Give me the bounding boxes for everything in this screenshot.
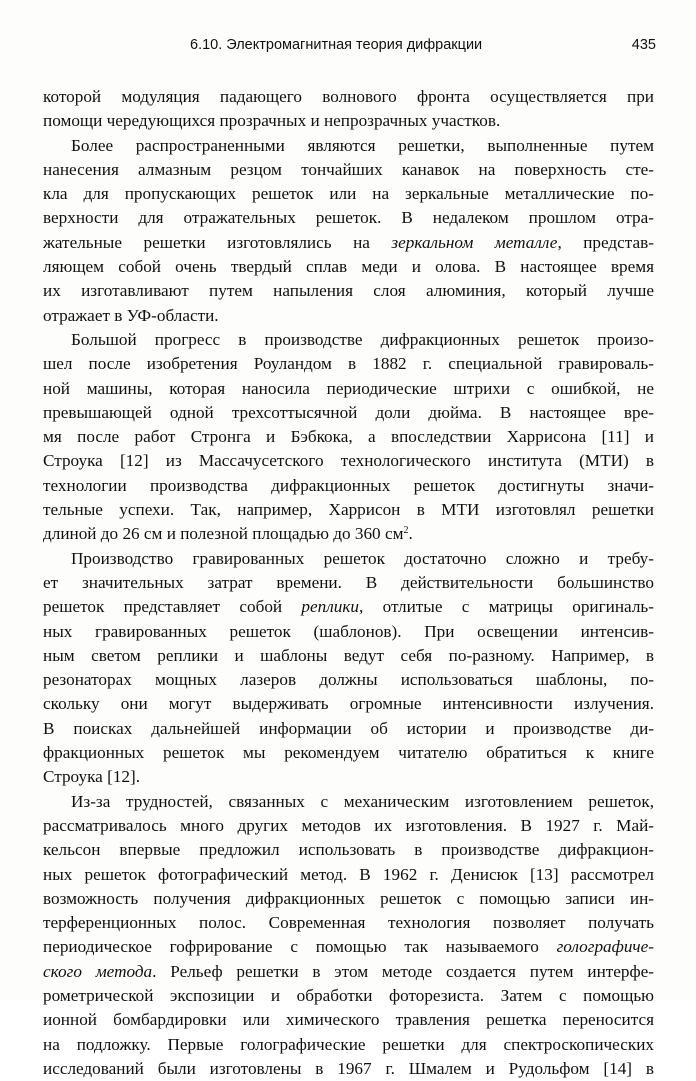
page-number: 435 (631, 37, 656, 53)
text-segment: , отлитые с матрицы оригиналь- (358, 597, 654, 617)
italic-term: ского метода (43, 961, 153, 981)
text-segment: Большой прогресс в производстве дифракционных решеток произо- (71, 329, 654, 349)
text-line (43, 85, 654, 109)
text-segment: терференционных полос. Современная технология позволяет получать (43, 913, 654, 933)
text-segment: технологии производства дифракционных решеток достигнуты значи- (43, 475, 654, 495)
text-segment: фракционных решеток мы рекомендуем читателю обратиться к книге (43, 743, 654, 763)
text-line (43, 692, 654, 716)
text-segment: верхности для отражательных решеток. В недалеком прошлом отра- (43, 208, 654, 228)
text-segment: их изготавливают путем напыления слоя алюминия, который лучше (43, 281, 654, 301)
text-line (43, 377, 654, 401)
text-segment: мя после работ Стронга и Бэбкока, а впоследствии Харрисона [11] и (43, 427, 654, 447)
text-line (43, 935, 654, 959)
paragraph-first-line (43, 328, 654, 352)
section-title: 6.10. Электромагнитная теория дифракции (190, 37, 483, 53)
text-line (43, 498, 654, 522)
italic-term: зеркальном металле (391, 232, 558, 252)
text-segment: рометрической экспозиции и обработки фоторезиста. Затем с помощью (43, 985, 654, 1005)
text-line (43, 182, 654, 206)
text-segment: , представ- (557, 232, 654, 252)
italic-term: реплики (301, 597, 359, 617)
paragraph-first-line (43, 790, 654, 814)
text-segment: жательные решетки изготовлялись на (43, 232, 392, 252)
text-line (43, 1033, 654, 1057)
text-segment: Строука [12] из Массачусетского технологического института (МТИ) в (43, 451, 654, 471)
text-segment: возможность получения дифракционных решеток с помощью записи ин- (43, 888, 654, 908)
text-line (43, 838, 654, 862)
text-segment: помощи чередующихся прозрачных и непрозрачных участков. (43, 111, 501, 131)
text-line (43, 911, 654, 935)
text-line (43, 109, 654, 133)
text-line (43, 206, 654, 230)
text-line (43, 1057, 654, 1081)
text-line (43, 863, 654, 887)
text-segment: ной машины, которая наносила периодические штрихи с ошибкой, не (43, 378, 654, 398)
text-segment: ионной бомбардировки или химического травления решетка переносится (43, 1010, 654, 1030)
text-segment: длиной до 26 см и полезной площадью до 360 см (43, 524, 404, 544)
text-line (43, 279, 654, 303)
superscript: 2 (403, 525, 409, 537)
text-segment: В поисках дальнейшей информации об истории и производстве ди- (43, 718, 654, 738)
text-line (43, 304, 654, 328)
text-segment: тельные успехи. Так, например, Харрисон в МТИ изготовлял решетки (43, 500, 654, 520)
text-line (43, 522, 654, 546)
text-segment: резонаторах мощных лазеров должны использоваться шаблоны, по- (43, 670, 654, 690)
text-line (43, 887, 654, 911)
text-line (43, 1008, 654, 1032)
text-line (43, 158, 654, 182)
text-line (43, 449, 654, 473)
text-segment: решеток представляет собой (43, 597, 302, 617)
text-segment: ляющем собой очень твердый сплав меди и олова. В настоящее время (43, 257, 654, 277)
text-segment: ных решеток фотографический метод. В 1962 г. Денисюк [13] рассмотрел (43, 864, 654, 884)
text-segment: Производство гравированных решеток достаточно сложно и требу- (71, 548, 654, 568)
text-line (43, 401, 654, 425)
text-line (43, 717, 654, 741)
text-segment: Строука [12]. (43, 767, 141, 787)
text-line (43, 668, 654, 692)
text-segment: которой модуляция падающего волнового фронта осуществляется при (43, 87, 654, 106)
text-segment: рассматривалось много других методов их изготовления. В 1927 г. Май- (43, 815, 654, 835)
text-segment: . Рельеф решетки в этом методе создается путем интерфе- (152, 961, 654, 981)
text-segment: шел после изобретения Роуландом в 1882 г. специальной гравироваль- (43, 354, 654, 374)
text-segment: скольку они могут выдерживать огромные интенсивности излучения. (43, 694, 654, 714)
text-segment: ным светом реплики и шаблоны ведут себя по-разному. Например, в (43, 645, 654, 665)
text-segment: кла для пропускающих решеток или на зеркальные металлические по- (43, 184, 654, 204)
running-head (40, 34, 656, 56)
text-segment: кельсон впервые предложил использовать в производстве дифракцион- (43, 840, 654, 860)
text-segment: Более распространенными являются решетки, выполненные путем (71, 135, 654, 155)
italic-term: голографиче- (556, 937, 654, 957)
text-line (43, 741, 654, 765)
paragraph-first-line (43, 547, 654, 571)
text-line (43, 644, 654, 668)
text-line (43, 620, 654, 644)
text-segment: превышающей одной трехсоттысячной доли дюйма. В настоящее вре- (43, 402, 654, 422)
text-line (43, 814, 654, 838)
paragraph-first-line (43, 134, 654, 158)
text-line (43, 255, 654, 279)
text-segment: периодическое гофрирование с помощью так называемого (43, 937, 557, 957)
text-segment: ет значительных затрат времени. В действительности большинство (43, 572, 654, 592)
text-segment: нанесения алмазным резцом тончайших канавок на поверхность сте- (43, 159, 654, 179)
text-line (43, 231, 654, 255)
text-segment: отражает в УФ-области. (43, 305, 219, 325)
text-line (43, 960, 654, 984)
text-line (43, 425, 654, 449)
text-segment: ных гравированных решеток (шаблонов). При освещении интенсив- (43, 621, 654, 641)
text-segment: Из-за трудностей, связанных с механическим изготовлением решеток, (71, 791, 654, 811)
text-line (43, 595, 654, 619)
text-segment: исследований были изготовлены в 1967 г. Шмалем и Рудольфом [14] в (43, 1058, 654, 1078)
text-segment: . (408, 524, 413, 544)
text-line (43, 571, 654, 595)
body-text (43, 85, 654, 1081)
text-line (43, 984, 654, 1008)
text-segment: на подложку. Первые голографические решетки для спектроскопических (43, 1034, 654, 1054)
text-line (43, 765, 654, 789)
text-line (43, 352, 654, 376)
text-line (43, 474, 654, 498)
